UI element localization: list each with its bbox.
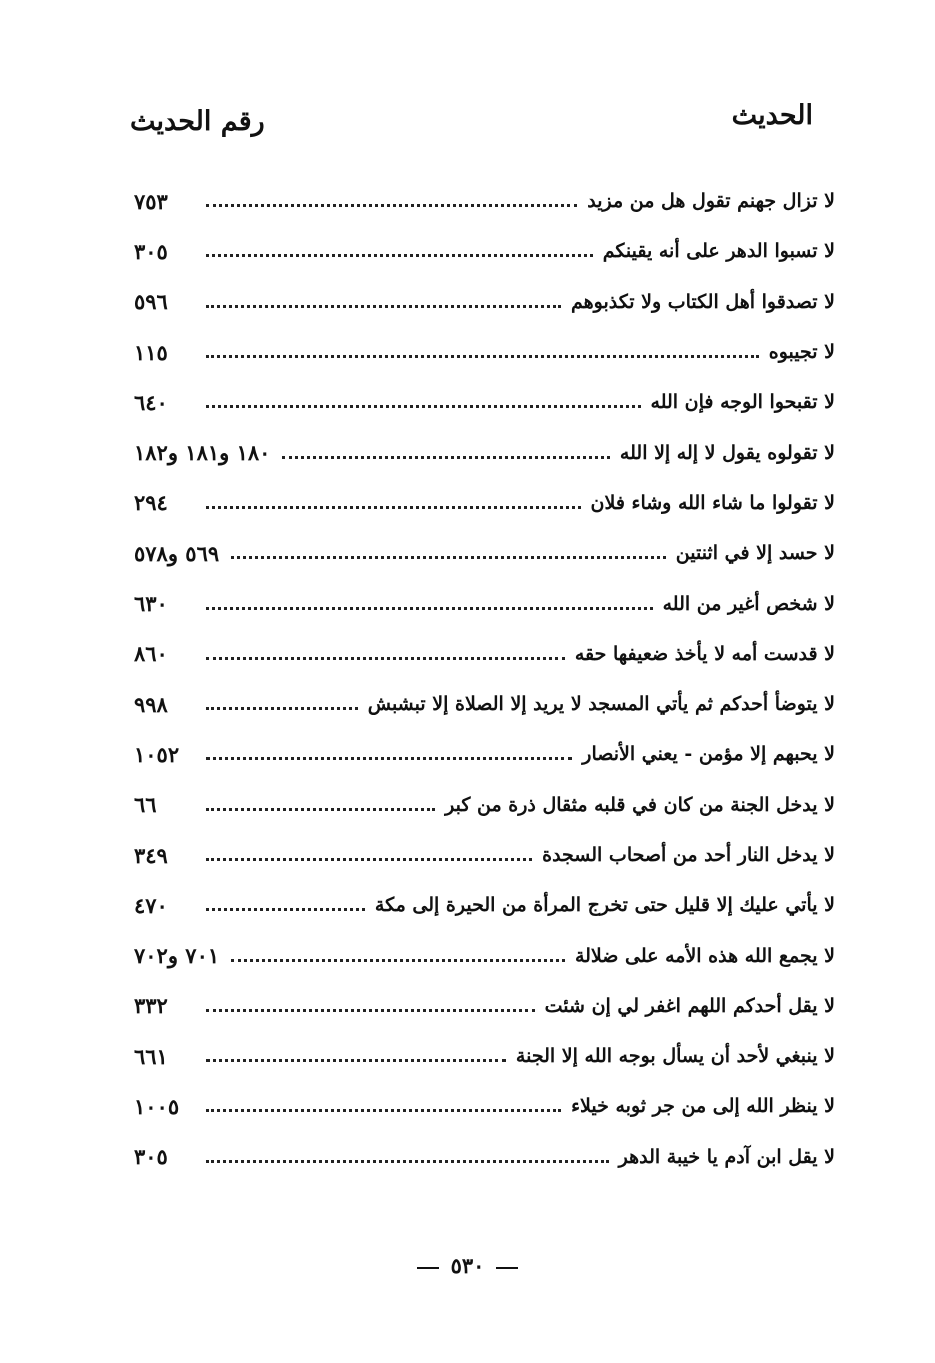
list-item (134, 478, 835, 528)
list-item (134, 1031, 835, 1081)
hadith-number: ٧٠١ و٧٠٢ (134, 943, 220, 969)
dot-leader (206, 706, 358, 710)
hadith-text: لا يحبهم إلا مؤمن - يعني الأنصار (582, 743, 835, 766)
hadith-number: ٦٦١ (134, 1043, 168, 1069)
dot-leader (206, 1159, 609, 1163)
hadith-number: ٣٤٩ (134, 842, 168, 868)
dot-leader (206, 1058, 506, 1062)
list-item (134, 578, 835, 628)
hadith-number: ٤٧٠ (134, 892, 168, 918)
hadith-number: ٦٦ (134, 792, 157, 818)
dot-leader (206, 354, 759, 358)
list-item (134, 729, 835, 779)
hadith-text: لا تقولوه يقول لا إله إلا الله (619, 441, 835, 464)
hadith-number-column-heading: رقم الحديث (130, 106, 265, 137)
dot-leader (206, 606, 653, 610)
dot-leader (206, 656, 565, 660)
dot-leader (231, 958, 565, 962)
list-item (134, 277, 835, 327)
hadith-text: لا يقل أحدكم اللهم اغفر لي إن شئت (544, 994, 835, 1017)
hadith-text: لا يدخل النار أحد من أصحاب السجدة (542, 844, 835, 866)
list-item (134, 226, 835, 276)
hadith-number: ٢٩٤ (134, 490, 168, 516)
list-item (134, 930, 835, 980)
hadith-number: ٩٩٨ (134, 691, 168, 717)
hadith-text: لا يجمع الله هذه الأمه على ضلالة (574, 944, 835, 967)
hadith-text: لا شخص أغير من الله (662, 592, 835, 615)
hadith-number: ١٠٠٥ (134, 1093, 180, 1119)
hadith-number: ٣٠٥ (134, 238, 168, 264)
dot-leader (206, 907, 365, 911)
hadith-number: ٥٩٦ (134, 289, 168, 315)
list-item (134, 880, 835, 930)
hadith-text: لا تجيبوه (768, 341, 835, 364)
dot-leader (206, 807, 435, 811)
footer-dash-right (496, 1267, 518, 1269)
dot-leader (206, 1108, 561, 1112)
dot-leader (206, 857, 532, 861)
hadith-text: لا ينظر الله إلى من جر ثوبه خيلاء (571, 1095, 835, 1118)
page-footer (0, 1253, 935, 1278)
hadith-number: ٦٤٠ (134, 389, 168, 415)
dot-leader (282, 455, 609, 459)
dot-leader (206, 304, 561, 308)
hadith-number: ١٠٥٢ (134, 741, 180, 767)
hadith-index-list (134, 176, 835, 1182)
table-header (130, 96, 813, 146)
hadith-text: لا تسبوا الدهر على أنه يقينكم (602, 240, 835, 263)
list-item (134, 176, 835, 226)
hadith-text: لا تزال جهنم تقول هل من مزيد (587, 190, 835, 213)
list-item (134, 377, 835, 427)
dot-leader (206, 253, 593, 257)
list-item (134, 981, 835, 1031)
list-item (134, 528, 835, 578)
hadith-number: ٧٥٣ (134, 188, 168, 214)
hadith-number: ٨٦٠ (134, 641, 168, 667)
list-item (134, 1081, 835, 1131)
list-item (134, 830, 835, 880)
dot-leader (206, 756, 572, 760)
footer-dash-left (417, 1267, 439, 1269)
hadith-number: ٣٠٥ (134, 1144, 168, 1170)
dot-leader (231, 555, 666, 559)
list-item (134, 629, 835, 679)
hadith-text: لا حسد إلا في اثنتين (675, 542, 835, 565)
hadith-text: لا تقولوا ما شاء الله وشاء فلان (590, 491, 835, 514)
dot-leader (206, 404, 641, 408)
list-item (134, 780, 835, 830)
hadith-number: ٣٣٢ (134, 993, 168, 1019)
page-number: ٥٣٠ (450, 1253, 485, 1278)
hadith-text: لا تقبحوا الوجه فإن الله (650, 391, 835, 414)
dot-leader (206, 203, 577, 207)
list-item (134, 427, 835, 477)
list-item (134, 327, 835, 377)
hadith-number: ٥٦٩ و٥٧٨ (134, 540, 220, 566)
dot-leader (206, 505, 581, 509)
hadith-text: لا تصدقوا أهل الكتاب ولا تكذبوهم (570, 290, 835, 313)
hadith-number: ٦٣٠ (134, 591, 168, 617)
hadith-text: لا قدست أمه لا يأخذ ضعيفها حقه (574, 642, 835, 665)
hadith-text: لا يدخل الجنة من كان في قلبه مثقال ذرة من كبر (445, 793, 835, 816)
list-item (134, 679, 835, 729)
hadith-text: لا ينبغي لأحد أن يسأل بوجه الله إلا الجنة (515, 1045, 835, 1068)
hadith-number: ١١٥ (134, 339, 168, 365)
hadith-text: لا يقل ابن آدم يا خيبة الدهر (618, 1145, 835, 1168)
hadith-text: لا يأتي عليك إلا قليل حتى تخرج المرأة من الحيرة إلى مكة (374, 894, 835, 917)
hadith-text: لا يتوضأ أحدكم ثم يأتي المسجد لا يريد إلا الصلاة إلا تبشبش (367, 693, 835, 716)
hadith-number: ١٨٠ و١٨١ و١٨٢ (134, 440, 271, 466)
hadith-column-heading: الحديث (731, 100, 813, 131)
list-item (134, 1132, 835, 1182)
dot-leader (206, 1008, 535, 1012)
